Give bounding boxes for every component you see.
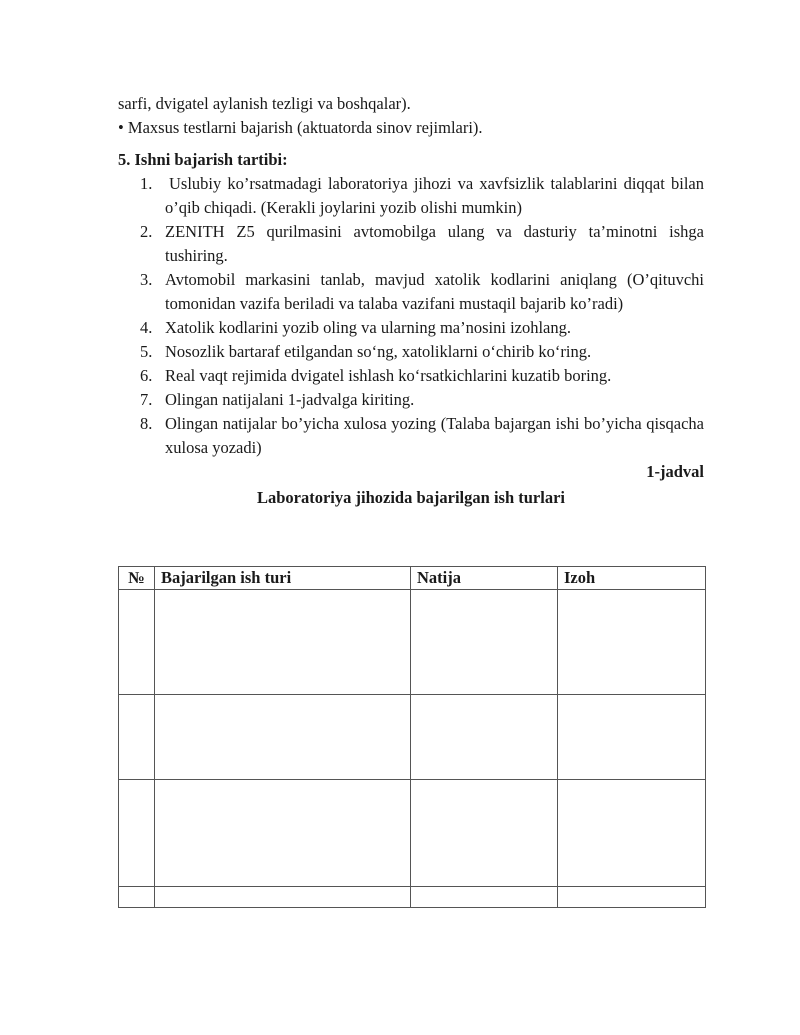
table-cell: [119, 780, 155, 887]
list-item-text: Olingan natijalar bo’yicha xulosa yozing (Talaba bajargan ishi bo’yicha qisqacha xulosa yozadi): [165, 414, 704, 457]
document-page: [118, 92, 704, 510]
list-item-number: 6.: [140, 366, 153, 385]
table-row: [119, 780, 706, 887]
list-item-text: Uslubiy ko’rsatmadagi laboratoriya jihozi va xavfsizlik talablarini diqqat bilan o’qib chiqadi. (Kerakli joylarini yozib olishi mumkin): [165, 174, 704, 217]
table-cell: [119, 695, 155, 780]
list-item: [118, 364, 704, 388]
table-id-label: 1-jadval: [646, 462, 704, 481]
table-row: [119, 590, 706, 695]
list-item-text: Olingan natijalani 1-jadvalga kiriting.: [165, 390, 415, 409]
list-item-number: 1.: [140, 174, 153, 193]
table-cell: [558, 887, 706, 908]
list-item: [118, 412, 704, 460]
column-header-work-type: Bajarilgan ish turi: [155, 567, 411, 590]
list-item-number: 4.: [140, 318, 153, 337]
list-item: [118, 268, 704, 316]
column-header-result: Natija: [411, 567, 558, 590]
list-item: [118, 316, 704, 340]
table-cell: [558, 780, 706, 887]
list-item-text: Real vaqt rejimida dvigatel ishlash ko‘rsatkichlarini kuzatib boring.: [165, 366, 612, 385]
table-cell: [558, 695, 706, 780]
table-cell: [411, 780, 558, 887]
list-item-number: 7.: [140, 390, 153, 409]
work-table: [118, 566, 706, 908]
column-header-number: №: [119, 567, 155, 590]
table-cell: [155, 695, 411, 780]
table-cell: [119, 590, 155, 695]
intro-line-1: sarfi, dvigatel aylanish tezligi va boshqalar).: [118, 94, 411, 113]
list-item: [118, 220, 704, 268]
table-cell: [411, 590, 558, 695]
list-item-text: ZENITH Z5 qurilmasini avtomobilga ulang va dasturiy ta’minotni ishga tushiring.: [165, 222, 704, 265]
table-cell: [411, 887, 558, 908]
table-cell: [155, 590, 411, 695]
list-item-number: 3.: [140, 270, 153, 289]
list-item: [118, 172, 704, 220]
list-item-text: Xatolik kodlarini yozib oling va ularning ma’nosini izohlang.: [165, 318, 572, 337]
column-header-note: Izoh: [558, 567, 706, 590]
list-item-number: 2.: [140, 222, 153, 241]
table-cell: [155, 780, 411, 887]
table-header-row: [119, 567, 706, 590]
list-item-text: Nosozlik bartaraf etilgandan so‘ng, xatoliklarni o‘chirib ko‘ring.: [165, 342, 592, 361]
table-cell: [119, 887, 155, 908]
section-title: 5. Ishni bajarish tartibi:: [118, 150, 288, 169]
list-item-number: 5.: [140, 342, 153, 361]
list-item: [118, 340, 704, 364]
list-item: [118, 388, 704, 412]
intro-line-2: • Maxsus testlarni bajarish (aktuatorda sinov rejimlari).: [118, 118, 483, 137]
table-cell: [411, 695, 558, 780]
table-title: Laboratoriya jihozida bajarilgan ish turlari: [256, 488, 565, 507]
steps-list: [118, 172, 704, 460]
list-item-text: Avtomobil markasini tanlab, mavjud xatolik kodlarini aniqlang (O’qituvchi tomonidan vazifa beriladi va talaba vazifani mustaqil bajarib ko’radi): [165, 270, 704, 313]
list-item-number: 8.: [140, 414, 153, 433]
table-row: [119, 887, 706, 908]
table-row: [119, 695, 706, 780]
table-cell: [558, 590, 706, 695]
table-cell: [155, 887, 411, 908]
